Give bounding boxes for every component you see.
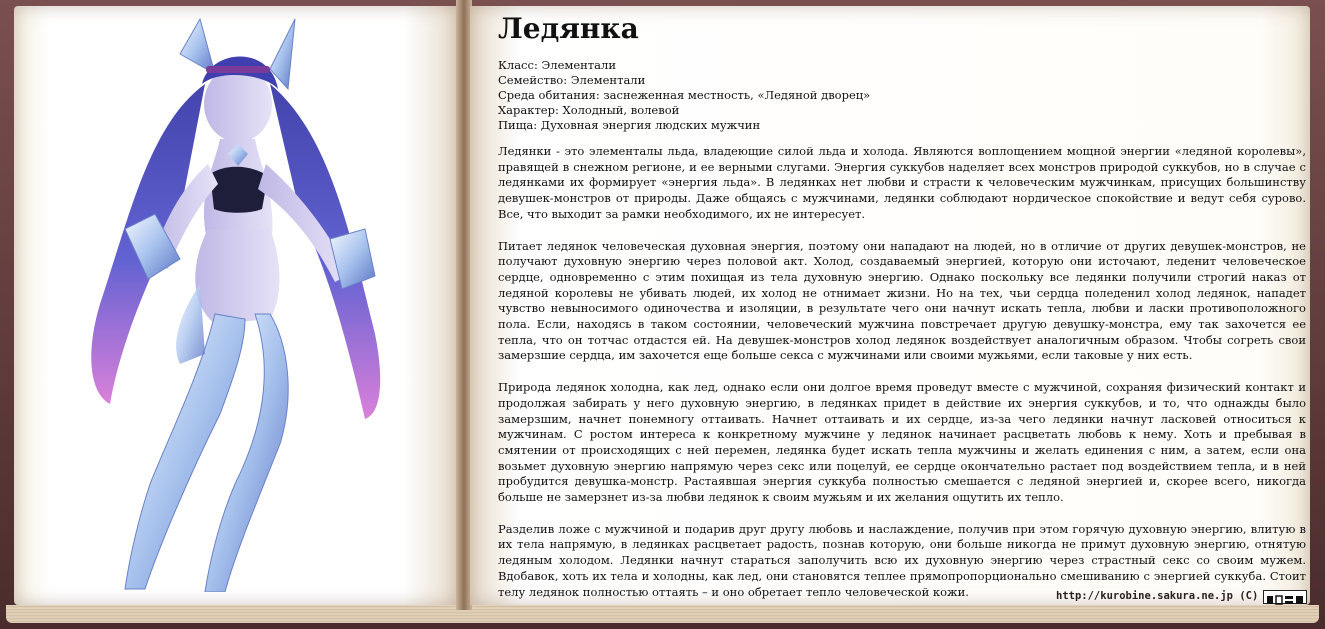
paragraph: Разделив ложе с мужчиной и подарив друг другу любовь и наслаждение, получив при этом горячую духовную энергию, влитую в их тела напрямую, в ледянках расцветает радость, познав которую, они больше никогда не примут духовную энергию, отнятую ледяным холодом. Ледянки начнут стараться заполучить всю их духовную энергию через страстный секс со своим мужем. Вдобавок, хоть их тела и холодны, как лед, они становятся теплее прямопропорционально смешиванию с энергией суккуба. Стоит телу ледянок полностью оттаять – и оно обретает тепло человеческой кожи. xyxy=(498,521,1306,599)
paragraph: Ледянки - это элементалы льда, владеющие силой льда и холода. Являются воплощением мощной энергии «ледяной королевы», правящей в снежном регионе, и ее верными слугами. Энергия суккубов наделяет всех монстров природой суккубов, но в случае с ледянками их формирует «энергия льда». В ледянках нет любви и страсти к человеческим мужчинкам, присущих большинству девушек-монстров от природы. Даже общаясь с мужчинами, ледянки соблюдают нордическое спокойствие и ведут себя сурово. Все, что выходит за рамки необходимого, их не интересует. xyxy=(498,144,1306,221)
monster-illustration xyxy=(30,14,430,592)
footer-url[interactable]: http://kurobine.sakura.ne.jp xyxy=(1056,590,1234,602)
info-temperament: Характер: Холодный, волевой xyxy=(498,103,680,117)
paragraph: Природа ледянок холодна, как лед, однако если они долгое время проведут вместе с мужчиной, сохраняя физический контакт и продолжая забирать у него духовную энергию, в ледянках придет в действие их энергия суккубов, и то, что однажды было замерзшим, начнет понемногу оттаивать. Начнет оттаивать и их сердце, из-за чего ледянки начнут ласковей относиться к мужчинам. С ростом интереса к конкретному мужчине у ледянок начинает расцветать любовь к нему. Хоть и пребывая в смятении от происходящих с ней перемен, ледянка будет искать тепла мужчины и желать единения с ним, а затем, если она возьмет духовную энергию напрямую через секс или поцелуй, ее сердце окончательно растает под воздействием тепла, и в ней пробудится девушка-монстр. Растаявшая энергия суккуба полностью смешается с ледяной энергией и, скорее всего, никогда больше не замерзнет из-за любви ледянок к своим мужьям и их желания ощутить их тепло. xyxy=(498,380,1306,505)
info-food: Пища: Духовная энергия людских мужчин xyxy=(498,118,761,132)
info-class: Класс: Элементали xyxy=(498,58,616,72)
footer-credit xyxy=(1056,590,1258,602)
info-habitat: Среда обитания: заснеженная местность, «Ледяной дворец» xyxy=(498,88,871,102)
description-text xyxy=(498,144,1306,616)
entry-title: Ледянка xyxy=(498,12,639,45)
footer-copyright: (C) xyxy=(1239,590,1259,602)
info-family: Семейство: Элементали xyxy=(498,73,646,87)
paragraph: Питает ледянок человеческая духовная энергия, поэтому они нападают на людей, но в отличие от других девушек-монстров, не получают духовную энергию через половой акт. Холод, создаваемый энергией, которую они источают, леденит человеческое сердце, одновременно с этим похищая из тела духовную энергию. Однако поскольку все ледянки получили строгий наказ от ледяной королевы не убивать людей, их холод не отнимает жизни. Но на тех, чьи сердца поледенил холод ледянок, нападет чувство невыносимого одиночества и изоляции, в результате чего они начнут искать тепла, любви и ласки противоположного пола. Если, находясь в таком состоянии, человеческий мужчина повстречает другую девушку-монстра, ему так захочется ее тепла, что он тотчас отдастся ей. На девушек-монстров холод ледянок воздействует аналогичным образом. Чтобы согреть свои замерзшие сердца, им захочется еще больше секса с мужчинами или своими мужьями, если таковые у них есть. xyxy=(498,238,1306,363)
site-logo-icon xyxy=(1263,590,1307,604)
info-block xyxy=(498,58,1288,133)
